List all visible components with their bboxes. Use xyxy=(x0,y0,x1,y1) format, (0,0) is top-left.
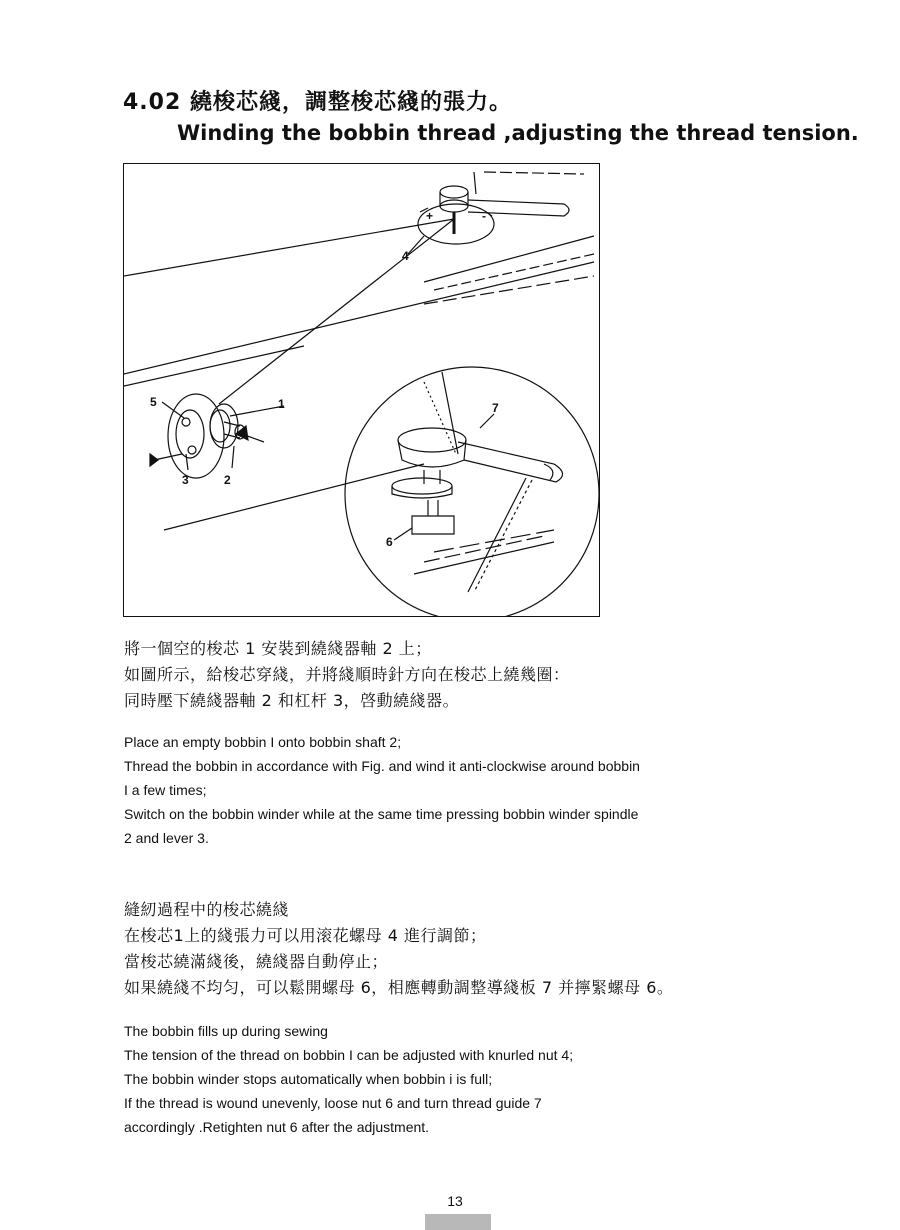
text-line: 當梭芯繞滿綫後，繞綫器自動停止； xyxy=(124,952,389,971)
section1-chinese-text xyxy=(124,636,570,714)
label-2: 2 xyxy=(224,473,231,487)
heading-chinese: 4.02 繞梭芯綫，調整梭芯綫的張力。 xyxy=(123,90,512,115)
text-line: 在梭芯1上的綫張力可以用滚花螺母 4 進行調節； xyxy=(124,926,487,945)
label-4: 4 xyxy=(402,249,409,263)
text-line: Place an empty bobbin I onto bobbin shaft 2; xyxy=(124,734,402,750)
text-line: Thread the bobbin in accordance with Fig. and wind it anti-clockwise around bobbin xyxy=(124,758,640,774)
label-7: 7 xyxy=(492,401,499,415)
label-6: 6 xyxy=(386,535,393,549)
text-line: The bobbin fills up during sewing xyxy=(124,1023,328,1039)
section2-chinese-text xyxy=(124,897,673,1001)
text-line: 將一個空的梭芯 1 安裝到繞綫器軸 2 上； xyxy=(124,639,432,658)
text-line: 2 and lever 3. xyxy=(124,830,209,846)
text-line: 如果繞綫不均匀，可以鬆開螺母 6，相應轉動調整導綫板 7 并擰緊螺母 6。 xyxy=(124,978,674,997)
text-line: The tension of the thread on bobbin I can be adjusted with knurled nut 4; xyxy=(124,1047,574,1063)
text-line: accordingly .Retighten nut 6 after the adjustment. xyxy=(124,1119,430,1135)
text-line: Switch on the bobbin winder while at the same time pressing bobbin winder spindle xyxy=(124,806,639,822)
figure-illustration xyxy=(124,164,600,617)
text-line: I a few times; xyxy=(124,782,207,798)
page-number: 13 xyxy=(447,1193,463,1209)
text-line: 同時壓下繞綫器軸 2 和杠杆 3，啓動繞綫器。 xyxy=(124,691,460,710)
text-line: The bobbin winder stops automatically when bobbin i is full; xyxy=(124,1071,493,1087)
label-5: 5 xyxy=(150,395,157,409)
label-plus: + xyxy=(426,209,434,223)
text-line: 縫紉過程中的梭芯繞綫 xyxy=(124,900,290,919)
section-heading xyxy=(123,88,859,148)
label-minus: - xyxy=(482,209,486,223)
label-1: 1 xyxy=(278,397,285,411)
heading-english: Winding the bobbin thread ,adjusting the thread tension. xyxy=(177,121,859,145)
footer-bar xyxy=(425,1214,491,1230)
text-line: If the thread is wound unevenly, loose nut 6 and turn thread guide 7 xyxy=(124,1095,542,1111)
section1-english-text xyxy=(124,730,640,850)
section2-english-text xyxy=(124,1019,573,1139)
label-3: 3 xyxy=(182,473,189,487)
bobbin-winder-figure xyxy=(123,163,600,617)
text-line: 如圖所示，給梭芯穿綫，并將綫順時針方向在梭芯上繞幾圈： xyxy=(124,665,570,684)
